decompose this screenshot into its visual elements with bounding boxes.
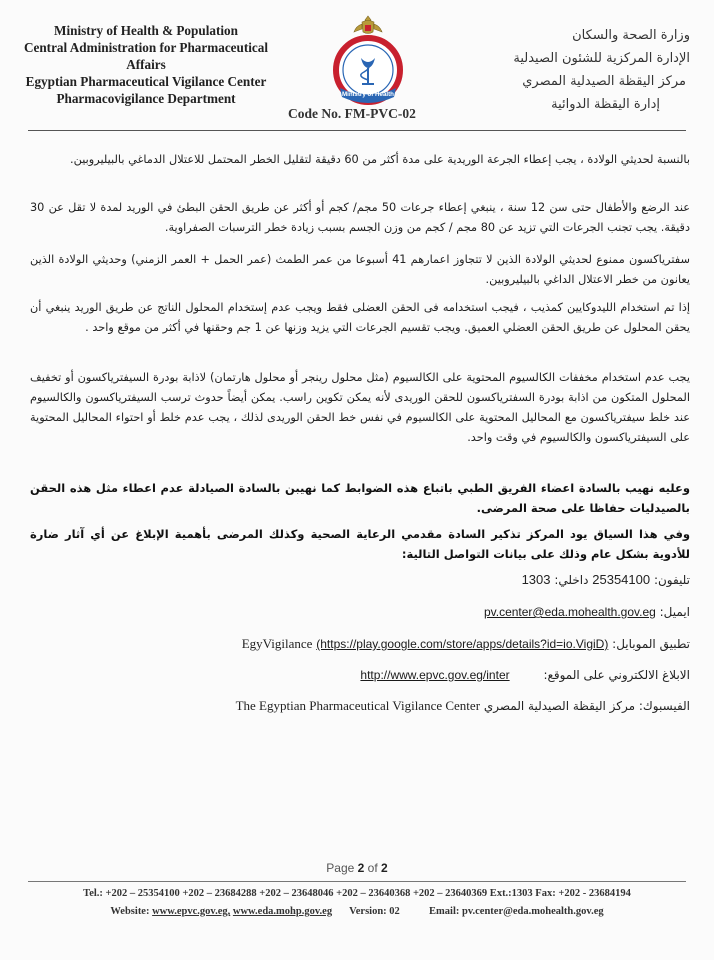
- header-en-line: Egyptian Pharmaceutical Vigilance Center: [25, 74, 267, 89]
- contact-facebook: [236, 698, 690, 714]
- contact-online: [360, 668, 690, 682]
- website-label: Website:: [110, 906, 150, 917]
- version-label: Version: 02: [349, 906, 400, 917]
- contact-phone: [522, 572, 690, 587]
- paragraph-neonates-dose: بالنسبة لحديثي الولادة ، يجب إعطاء الجرعة الوريدية على مدة أكثر من 60 دقيقة لتقليل الخطر المحتمل للاعتلال الدماغي بالبيليروبين.: [70, 153, 690, 166]
- website-link-epvc[interactable]: www.epvc.gov.eg,: [152, 906, 231, 917]
- paragraph-calcium: يجب عدم استخدام مخففات الكالسيوم المحتوية على الكالسيوم (مثل محلول رينجر أو محلول هارتمان) لاذابة بودرة السيفترياكسون أو تخفيف المحلول المتكون من اذابة بودرة السفترياكسون للحقن الوريدى لأنه يمكن تكوين راسب. يمكن أيضاً حدوث ترسب السيفترياكسون والكالسيوم عند خلط سيفترياكسون مع المحاليل المحتوية على الكالسيوم في نفس خط الحقن الوريدى لذلك ، يجب عدم خلط أو احتواء المحاليل المحتوية على السيفترياكسون والكالسيوم في وقت واحد.: [30, 371, 690, 444]
- header-en-line: Pharmacovigilance Department: [56, 91, 236, 106]
- paragraph-infants-dose: عند الرضع والأطفال حتى سن 12 سنة ، ينبغي إعطاء جرعات 50 مجم/ كجم أو أكثر عن طريق الحقن البطئ في الوريد لمدة لا تقل عن 30 دقيقة. يجب تجنب الجرعات التي تزيد عن 80 مجم / كجم من وزن الجسم بسبب زيادة خطر الترسبات الصفراوية.: [30, 201, 691, 234]
- header-ar-line: إدارة اليقظة الدوائية: [551, 97, 660, 112]
- footer-email-label: Email:: [429, 906, 460, 917]
- email-label: ايميل:: [659, 605, 690, 619]
- ministry-of-health-logo: [328, 14, 408, 108]
- notice-pharmacists: وعليه نهيب بالسادة اعضاء الفريق الطبي باتباع هذه الضوابط كما نهيبن بالسادة الصيادلة عدم اعطاء مثل هذه الحقن بالصيدليات حفاظا على صحة المرضى.: [30, 481, 690, 515]
- header-arabic-block: [470, 24, 690, 116]
- paragraph-lidocaine: إذا تم استخدام الليدوكايين كمذيب ، فيجب استخدامه فى الحقن العضلى فقط ويجب عدم إستخدام المحلول الناتج عن طريق الوريد ينبغي أن يحقن المحلول عن طريق الحقن العضلي العميق. ويجب تقسيم الجرعات التي يزيد وزنها عن 1 جم وحقنها في أكثر من موقع واحد .: [30, 301, 690, 334]
- paragraph-contraindication: سفترياكسون ممنوع لحديثي الولادة الذين لا تتجاوز اعمارهم 41 أسبوعا من عمر الطمث (عمر الحمل + العمر الزمني) وحديثي الولادة الذين يعانون من خطر الاعتلال الداغي بالبيليروبين.: [30, 253, 690, 286]
- footer-email[interactable]: pv.center@eda.mohealth.gov.eg: [462, 906, 604, 917]
- header-divider: [28, 130, 686, 131]
- header-en-line: Central Administration for Pharmaceutical: [23, 40, 269, 55]
- header-ar-line: وزارة الصحة والسكان: [572, 28, 690, 43]
- notice-reporting: وفي هذا السياق يود المركز تذكير السادة مقدمي الرعاية الصحية وكذلك المرضى بأهمية الإبلاغ عن أي آثار ضارة للأدوية بشكل عام وذلك على بيانات التواصل التالية:: [30, 527, 690, 561]
- document-code: Code No. FM-PVC-02: [288, 106, 416, 121]
- app-url-link[interactable]: (https://play.google.com/store/apps/details?id=io.VigiD): [316, 637, 609, 651]
- page-number: [0, 861, 714, 875]
- facebook-label: الفيسبوك:: [638, 699, 690, 713]
- website-link-eda[interactable]: www.eda.mohp.gov.eg: [232, 906, 333, 917]
- contact-email: [484, 605, 690, 619]
- footer-divider: [28, 881, 686, 882]
- online-label: الابلاغ الالكتروني على الموقع:: [543, 668, 690, 682]
- page-of: of: [367, 861, 378, 875]
- facebook-en: The Egyptian Pharmaceutical Vigilance Center: [235, 698, 481, 713]
- email-link[interactable]: pv.center@eda.mohealth.gov.eg: [483, 605, 656, 619]
- footer-web-line: [0, 906, 714, 917]
- header-ar-line: مركز اليقظة الصيدلية المصري: [522, 74, 686, 89]
- header-ar-line: الإدارة المركزية للشئون الصيدلية: [513, 51, 690, 66]
- app-label: تطبيق الموبايل:: [612, 637, 690, 651]
- online-url-link[interactable]: http://www.epvc.gov.eg/inter: [360, 668, 510, 682]
- phone-number: 25354100: [592, 572, 651, 587]
- page-total: 2: [381, 861, 388, 875]
- header-en-line: Affairs: [126, 57, 166, 72]
- page-current: 2: [357, 861, 365, 875]
- page-prefix: Page: [326, 861, 355, 875]
- logo-text: Ministry of Health: [342, 91, 394, 98]
- app-name: EgyVigilance: [241, 636, 313, 651]
- contact-app: [242, 636, 690, 652]
- phone-ext-label: داخلي:: [554, 573, 589, 587]
- header-en-line: Ministry of Health & Population: [54, 23, 238, 38]
- phone-ext: 1303: [521, 572, 551, 587]
- footer-tel-line: Tel.: +202 – 25354100 +202 – 23684288 +202 – 23648046 +202 – 23640368 +202 – 23640369 Ext.:1303 Fax: +202 - 23684194: [83, 888, 631, 899]
- phone-label: تليفون:: [653, 573, 690, 587]
- eagle-emblem-icon: [354, 16, 382, 34]
- header-english-block: [6, 22, 286, 107]
- facebook-ar: مركز اليقظة الصيدلية المصري: [483, 699, 636, 713]
